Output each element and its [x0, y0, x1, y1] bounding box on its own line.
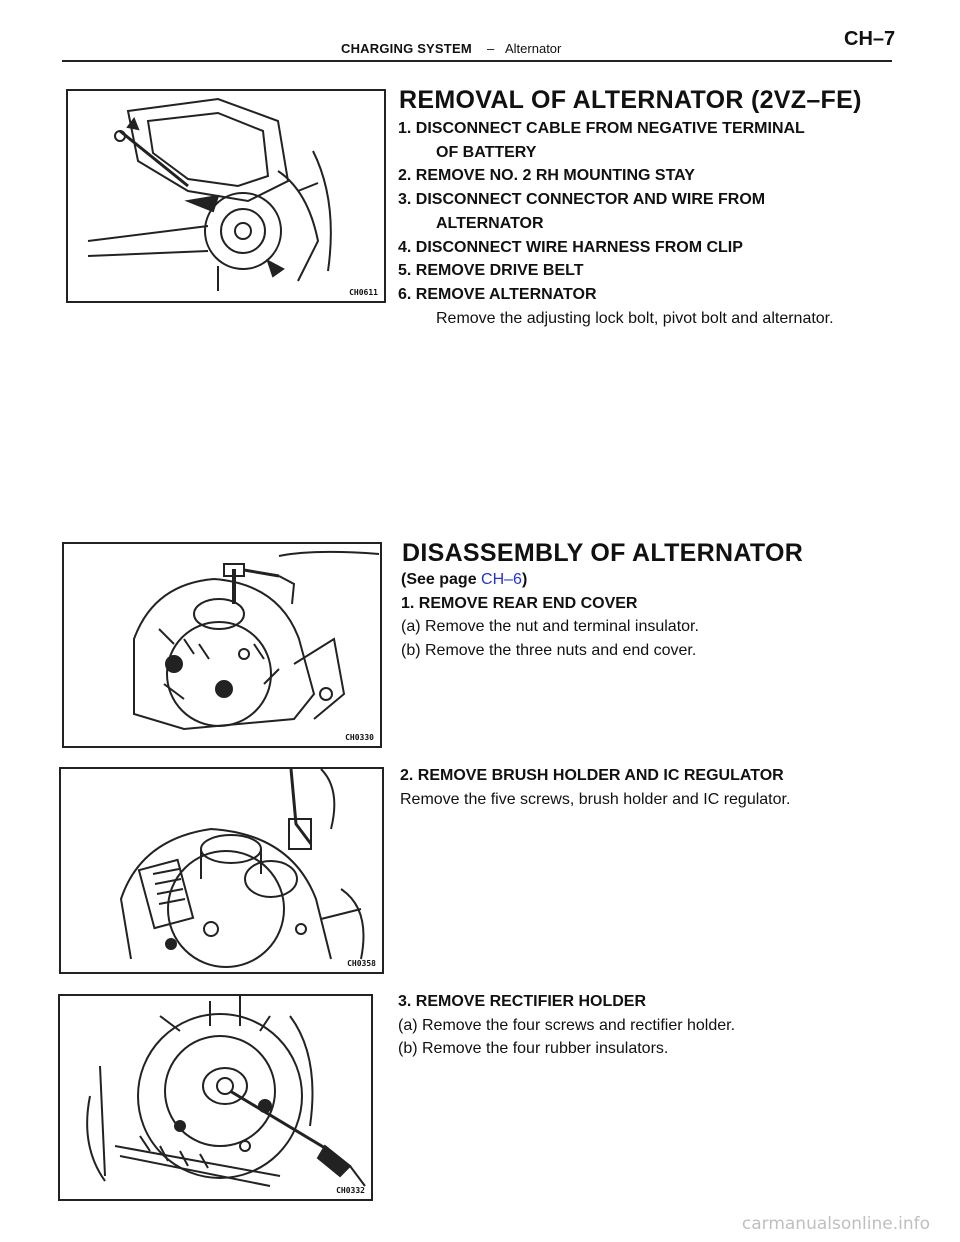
figure-alternator-removal [66, 89, 386, 303]
disassembly-step-3-block [398, 990, 918, 1061]
page-number: CH–7 [844, 28, 896, 50]
removal-step-4: 4. DISCONNECT WIRE HARNESS FROM CLIP [398, 238, 743, 256]
removal-step-1-line2: OF BATTERY [436, 143, 537, 161]
removal-illustration [68, 91, 384, 301]
header-rule [62, 60, 892, 62]
disassembly-step-2-text: Remove the five screws, brush holder and IC regulator. [400, 790, 791, 808]
figure-code: CH0332 [336, 1186, 365, 1195]
disassembly-step-1b: (b) Remove the three nuts and end cover. [401, 641, 697, 659]
figure-rear-end-cover [62, 542, 382, 748]
removal-step-3-line2: ALTERNATOR [436, 214, 544, 232]
disassembly-intro [401, 568, 921, 662]
section-title: CHARGING SYSTEM [341, 41, 472, 56]
removal-step-2: 2. REMOVE NO. 2 RH MOUNTING STAY [398, 167, 695, 185]
topic-title: Alternator [505, 41, 562, 56]
removal-step-3 [398, 188, 918, 235]
disassembly-step-1a: (a) Remove the nut and terminal insulator. [401, 618, 699, 636]
figure-code: CH0330 [345, 733, 374, 742]
removal-step-6: 6. REMOVE ALTERNATOR [398, 285, 597, 303]
rear-cover-illustration [64, 544, 380, 746]
removal-heading: REMOVAL OF ALTERNATOR (2VZ–FE) [399, 86, 862, 114]
figure-rectifier-holder [58, 994, 373, 1201]
disassembly-step-1: 1. REMOVE REAR END COVER [401, 594, 638, 612]
removal-step-5: 5. REMOVE DRIVE BELT [398, 262, 584, 280]
see-page-link[interactable]: CH–6 [481, 571, 522, 588]
removal-steps [398, 117, 918, 330]
disassembly-step-3: 3. REMOVE RECTIFIER HOLDER [398, 993, 647, 1010]
see-page-suffix: ) [521, 571, 528, 588]
removal-step-3-line1: 3. DISCONNECT CONNECTOR AND WIRE FROM [398, 191, 766, 209]
disassembly-step-2-block [400, 764, 920, 811]
removal-step-1-line1: 1. DISCONNECT CABLE FROM NEGATIVE TERMINAL [398, 120, 805, 137]
disassembly-heading: DISASSEMBLY OF ALTERNATOR [402, 539, 804, 567]
figure-code: CH0611 [349, 288, 378, 297]
figure-code: CH0358 [347, 959, 376, 968]
rectifier-holder-illustration [60, 996, 371, 1199]
removal-step-6-text: Remove the adjusting lock bolt, pivot bolt and alternator. [436, 309, 834, 327]
watermark: carmanualsonline.info [741, 1214, 930, 1234]
disassembly-step-3b: (b) Remove the four rubber insulators. [398, 1040, 669, 1058]
see-page-prefix: (See page [401, 571, 482, 588]
see-page-reference [401, 568, 921, 592]
disassembly-step-3a: (a) Remove the four screws and rectifier holder. [398, 1016, 736, 1034]
removal-step-1 [398, 117, 918, 164]
disassembly-step-2: 2. REMOVE BRUSH HOLDER AND IC REGULATOR [400, 767, 784, 784]
brush-holder-illustration [61, 769, 382, 972]
header-separator: – [487, 41, 495, 56]
figure-brush-holder [59, 767, 384, 974]
